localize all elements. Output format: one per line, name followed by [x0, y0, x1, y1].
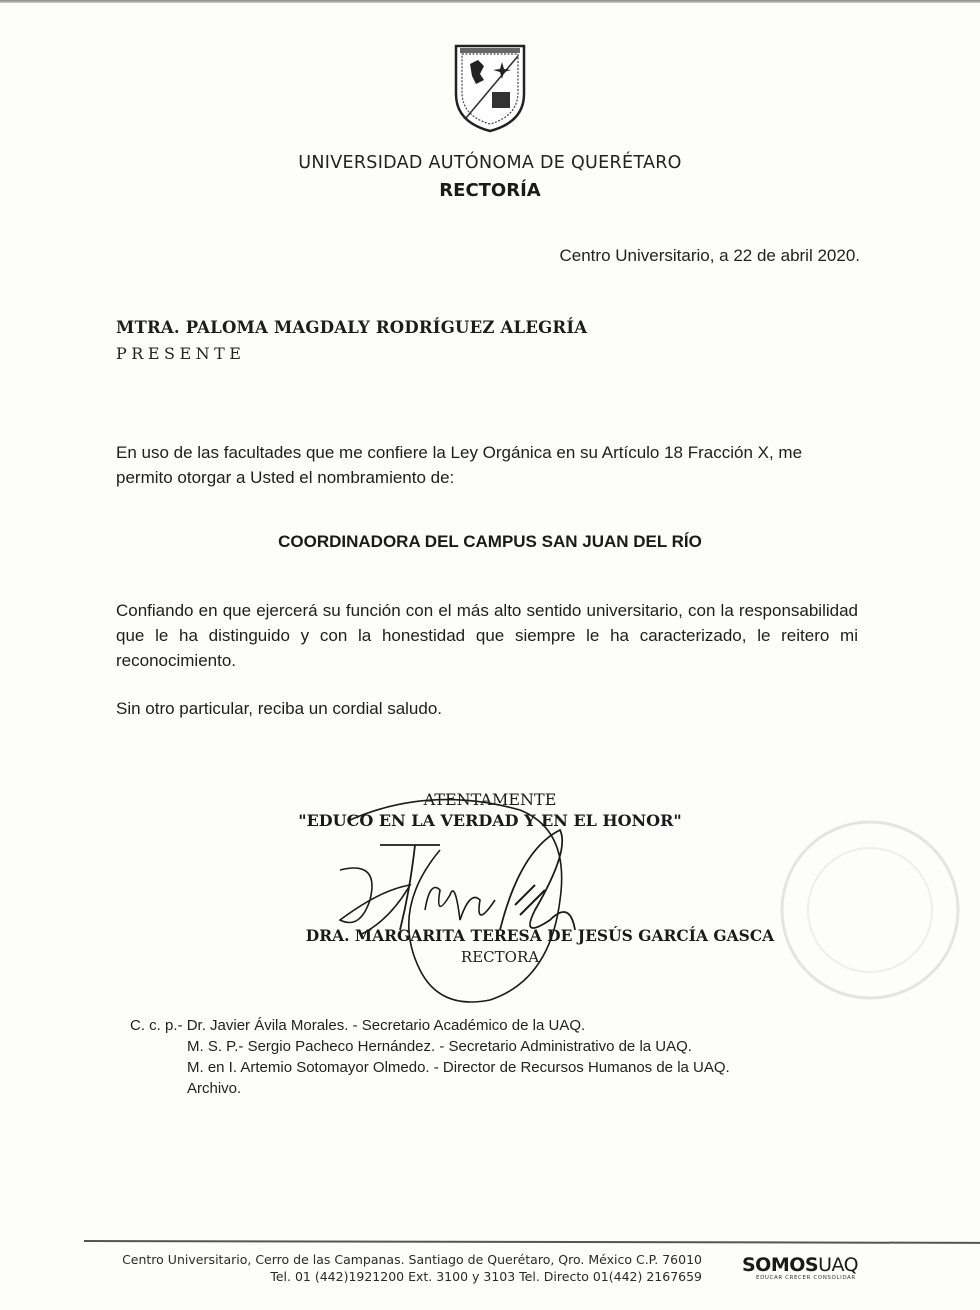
- cc-recipient: M. S. P.- Sergio Pacheco Hernández. - Secretario Administrativo de la UAQ.: [187, 1038, 692, 1055]
- official-stamp-icon: [760, 810, 970, 1010]
- cc-recipient: Archivo.: [187, 1080, 242, 1097]
- paragraph-authority: En uso de las facultades que me confiere la Ley Orgánica en su Artículo 18 Fracción X, me permito otorgar a Usted el nombramiento de:: [116, 443, 803, 487]
- cc-row: [130, 1015, 730, 1036]
- footer-address-line: Centro Universitario, Cerro de las Campanas. Santiago de Querétaro, Qro. México C.P. 76010: [122, 1252, 702, 1267]
- cc-recipient: Dr. Javier Ávila Morales. - Secretario Académico de la UAQ.: [186, 1017, 586, 1034]
- recipient-name: MTRA. PALOMA MAGDALY RODRÍGUEZ ALEGRÍA: [116, 318, 588, 337]
- carbon-copy-list: [130, 1015, 730, 1099]
- date-line: Centro Universitario, a 22 de abril 2020.: [559, 246, 860, 265]
- signer-title: RECTORA: [460, 948, 540, 966]
- presente-label: PRESENTE: [116, 344, 246, 363]
- paragraph-greeting: Sin otro particular, reciba un cordial saludo.: [116, 699, 443, 718]
- university-name: UNIVERSIDAD AUTÓNOMA DE QUERÉTARO: [298, 153, 682, 173]
- cc-prefix: C. c. p.-: [130, 1017, 183, 1034]
- footer-address: [122, 1251, 702, 1285]
- somos-uaq-logo: [742, 1254, 858, 1281]
- footer-phone-line: Tel. 01 (442)1921200 Ext. 3100 y 3103 Tel. Directo 01(442) 2167659: [270, 1269, 702, 1284]
- paragraph-confidence: Confiando en que ejercerá su función con el más alto sentido universitario, con la responsabilidad que le ha distinguido y con la honestidad que siempre le ha caracterizado, le reitero mi reconocimiento.: [116, 601, 858, 670]
- cc-row: [130, 1036, 730, 1057]
- logo-tagline: EDUCAR CRECER CONSOLIDAR: [756, 1275, 856, 1281]
- closing-word: ATENTAMENTE: [423, 790, 557, 809]
- cc-recipient: M. en I. Artemio Sotomayor Olmedo. - Director de Recursos Humanos de la UAQ.: [187, 1059, 730, 1076]
- university-motto: "EDUCO EN LA VERDAD Y EN EL HONOR": [298, 811, 682, 830]
- university-crest-icon: [452, 42, 528, 134]
- logo-bold-text: SOMOS: [742, 1254, 819, 1276]
- footer-divider: [84, 1240, 980, 1244]
- signer-name: DRA. MARGARITA TERESA DE JESÚS GARCÍA GASCA: [305, 926, 775, 945]
- cc-row: [130, 1057, 730, 1078]
- cc-row: [130, 1078, 730, 1099]
- appointment-title: COORDINADORA DEL CAMPUS SAN JUAN DEL RÍO: [278, 532, 702, 551]
- office-name: RECTORÍA: [439, 180, 541, 201]
- logo-light-text: UAQ: [818, 1254, 859, 1276]
- scan-top-edge: [0, 0, 980, 3]
